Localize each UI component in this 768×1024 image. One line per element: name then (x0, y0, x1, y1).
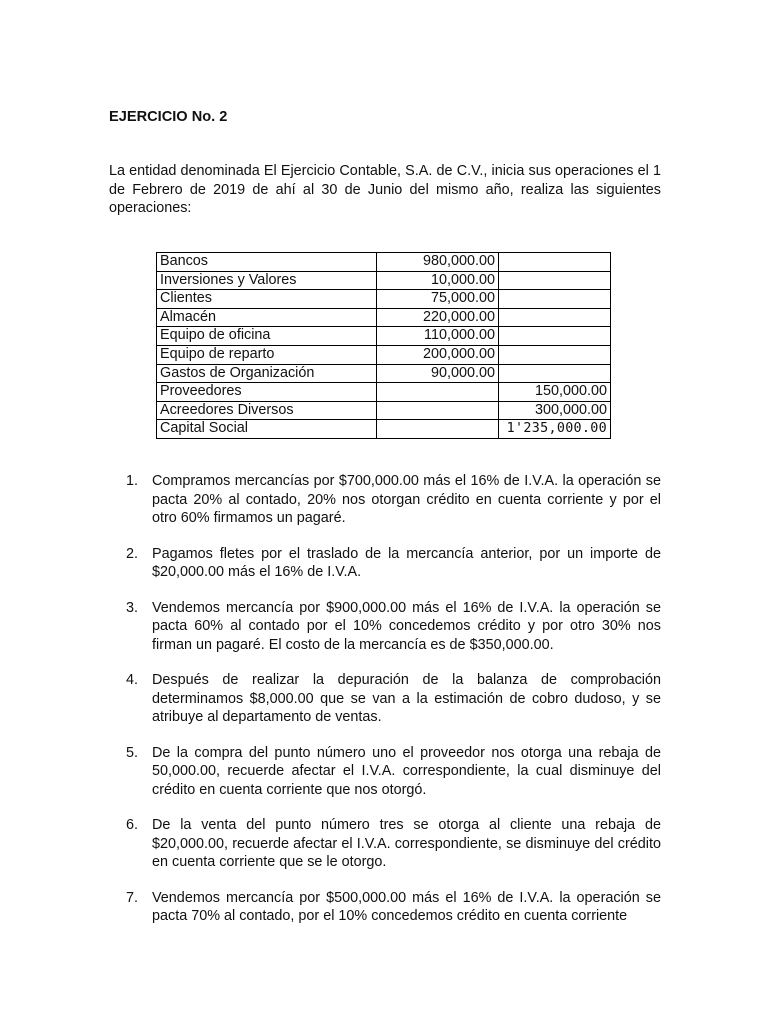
operation-number: 4. (126, 672, 139, 688)
ledger-row (157, 364, 611, 383)
account-name-cell: Bancos (157, 253, 377, 272)
ledger-body (157, 253, 611, 439)
credit-amount-cell: 1'235,000.00 (499, 420, 611, 439)
ledger-row (157, 271, 611, 290)
credit-amount-cell (499, 345, 611, 364)
debit-amount-cell (377, 383, 499, 402)
operation-item (126, 472, 661, 528)
ledger-row (157, 345, 611, 364)
operations-list (126, 472, 661, 943)
credit-amount-cell (499, 327, 611, 346)
credit-amount-cell (499, 364, 611, 383)
account-name-cell: Equipo de reparto (157, 345, 377, 364)
account-name-cell: Clientes (157, 290, 377, 309)
operation-text: Después de realizar la depuración de la balanza de comprobación determinamos $8,000.00 que se van a la estimación de cobro dudoso, y se atribuye al departamento de ventas. (152, 672, 661, 725)
intro-paragraph: La entidad denominada El Ejercicio Contable, S.A. de C.V., inicia sus operaciones el 1 de Febrero de 2019 de ahí al 30 de Junio del mismo año, realiza las siguientes operaciones: (109, 163, 661, 216)
credit-amount-cell (499, 308, 611, 327)
operation-item (126, 599, 661, 655)
operation-number: 6. (126, 817, 139, 833)
account-name-cell: Capital Social (157, 420, 377, 439)
debit-amount-cell: 10,000.00 (377, 271, 499, 290)
debit-amount-cell: 980,000.00 (377, 253, 499, 272)
operation-text: Pagamos fletes por el traslado de la mercancía anterior, por un importe de $20,000.00 más el 16% de I.V.A. (152, 545, 661, 580)
debit-amount-cell: 75,000.00 (377, 290, 499, 309)
debit-amount-cell: 200,000.00 (377, 345, 499, 364)
debit-amount-cell: 220,000.00 (377, 308, 499, 327)
opening-balance-table (156, 252, 611, 439)
ledger-row (157, 327, 611, 346)
exercise-title: EJERCICIO No. 2 (109, 109, 228, 125)
operation-item (126, 545, 661, 582)
operation-text: Compramos mercancías por $700,000.00 más el 16% de I.V.A. la operación se pacta 20% al contado, 20% nos otorgan crédito en cuenta corriente y por el otro 60% firmamos un pagaré. (152, 473, 661, 526)
ledger-row (157, 290, 611, 309)
credit-amount-cell (499, 290, 611, 309)
ledger-row (157, 383, 611, 402)
operation-number: 3. (126, 599, 139, 616)
operation-number: 2. (126, 545, 139, 562)
operation-text: De la compra del punto número uno el proveedor nos otorga una rebaja de 50,000.00, recuerde afectar el I.V.A. correspondiente, la cual disminuye del crédito en cuenta corriente que nos otorgó. (152, 744, 661, 798)
debit-amount-cell (377, 401, 499, 420)
account-name-cell: Gastos de Organización (157, 364, 377, 383)
debit-amount-cell (377, 420, 499, 439)
operation-item (126, 671, 661, 727)
account-name-cell: Almacén (157, 308, 377, 327)
operation-text: De la venta del punto número tres se otorga al cliente una rebaja de $20,000.00, recuerde afectar el I.V.A. correspondiente, se disminuye del crédito en cuenta corriente que se le otorgo. (152, 817, 661, 870)
account-name-cell: Acreedores Diversos (157, 401, 377, 420)
account-name-cell: Inversiones y Valores (157, 271, 377, 290)
operation-item (126, 889, 661, 926)
account-name-cell: Proveedores (157, 383, 377, 402)
credit-amount-cell: 150,000.00 (499, 383, 611, 402)
credit-amount-cell (499, 253, 611, 272)
account-name-cell: Equipo de oficina (157, 327, 377, 346)
operation-number: 7. (126, 889, 139, 906)
operation-item (126, 816, 661, 872)
operation-text: Vendemos mercancía por $500,000.00 más el 16% de I.V.A. la operación se pacta 70% al contado, por el 10% concedemos crédito en cuenta corriente (152, 889, 661, 924)
operation-item (126, 744, 661, 800)
credit-amount-cell (499, 271, 611, 290)
operation-number: 5. (126, 744, 139, 761)
debit-amount-cell: 110,000.00 (377, 327, 499, 346)
operation-text: Vendemos mercancía por $900,000.00 más el 16% de I.V.A. la operación se pacta 60% al contado por el 10% concedemos crédito y por otro 30% nos firman un pagaré. El costo de la mercancía es de $350,000.00. (152, 599, 661, 653)
debit-amount-cell: 90,000.00 (377, 364, 499, 383)
ledger-row (157, 420, 611, 439)
operation-number: 1. (126, 473, 139, 489)
ledger-row (157, 253, 611, 272)
credit-amount-cell: 300,000.00 (499, 401, 611, 420)
ledger-row (157, 401, 611, 420)
ledger-row (157, 308, 611, 327)
